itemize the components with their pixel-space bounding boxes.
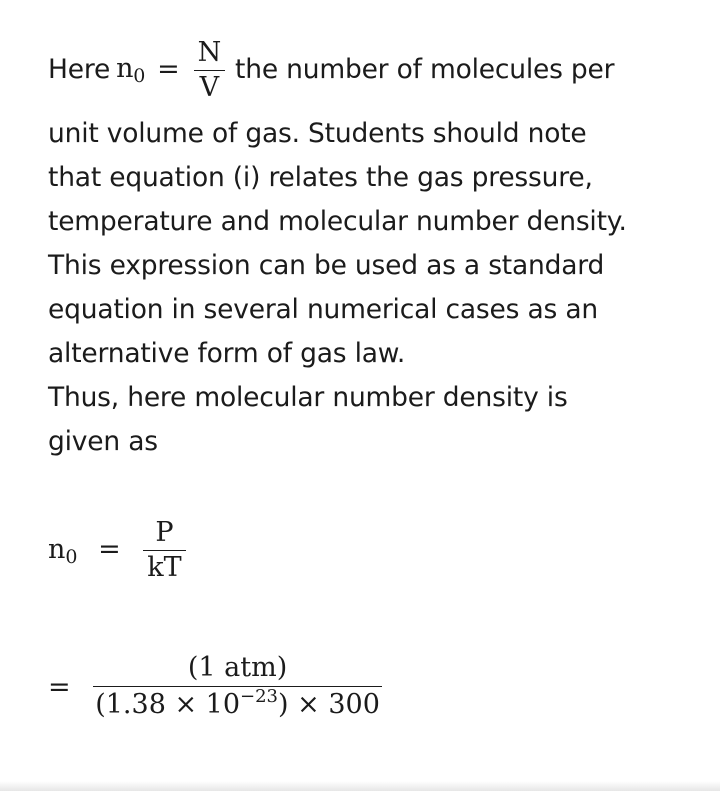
density-equation: [48, 516, 188, 585]
paragraph-line: given as: [48, 426, 158, 457]
solution-text: [48, 28, 688, 464]
fraction-numerator: N: [194, 36, 225, 71]
p-over-kt-fraction: [143, 516, 185, 585]
n-over-v-fraction: [194, 36, 225, 105]
definition-line: [48, 28, 688, 112]
equals-sign: =: [157, 54, 180, 85]
fraction-denominator: $(1.38 \times 10^{-23}) \times 300$: [95, 686, 380, 720]
paragraph-line: equation in several numerical cases as an: [48, 294, 598, 325]
paragraph-line: temperature and molecular number density.: [48, 206, 627, 237]
equation-lhs: n0: [48, 534, 78, 568]
definition-text: the number of molecules per: [235, 54, 615, 85]
bottom-shadow: [0, 781, 720, 791]
substitution-equation: [48, 650, 384, 726]
paragraph-line: alternative form of gas law.: [48, 338, 406, 369]
equals-sign: =: [48, 671, 71, 703]
fraction-denominator: V: [199, 71, 219, 103]
fraction-numerator: (1 atm): [93, 650, 382, 687]
equals-sign: =: [98, 534, 121, 565]
paragraph-line: unit volume of gas. Students should note: [48, 118, 587, 149]
n0-symbol: n0: [116, 53, 146, 87]
paragraph-line: Thus, here molecular number density is: [48, 382, 568, 413]
paragraph-line: This expression can be used as a standard: [48, 250, 605, 281]
fraction-numerator: P: [143, 516, 185, 551]
fraction-denominator: kT: [147, 552, 182, 583]
intro-word: Here: [48, 54, 111, 85]
substitution-fraction: [93, 650, 382, 726]
paragraph-line: that equation (i) relates the gas pressure,: [48, 162, 593, 193]
